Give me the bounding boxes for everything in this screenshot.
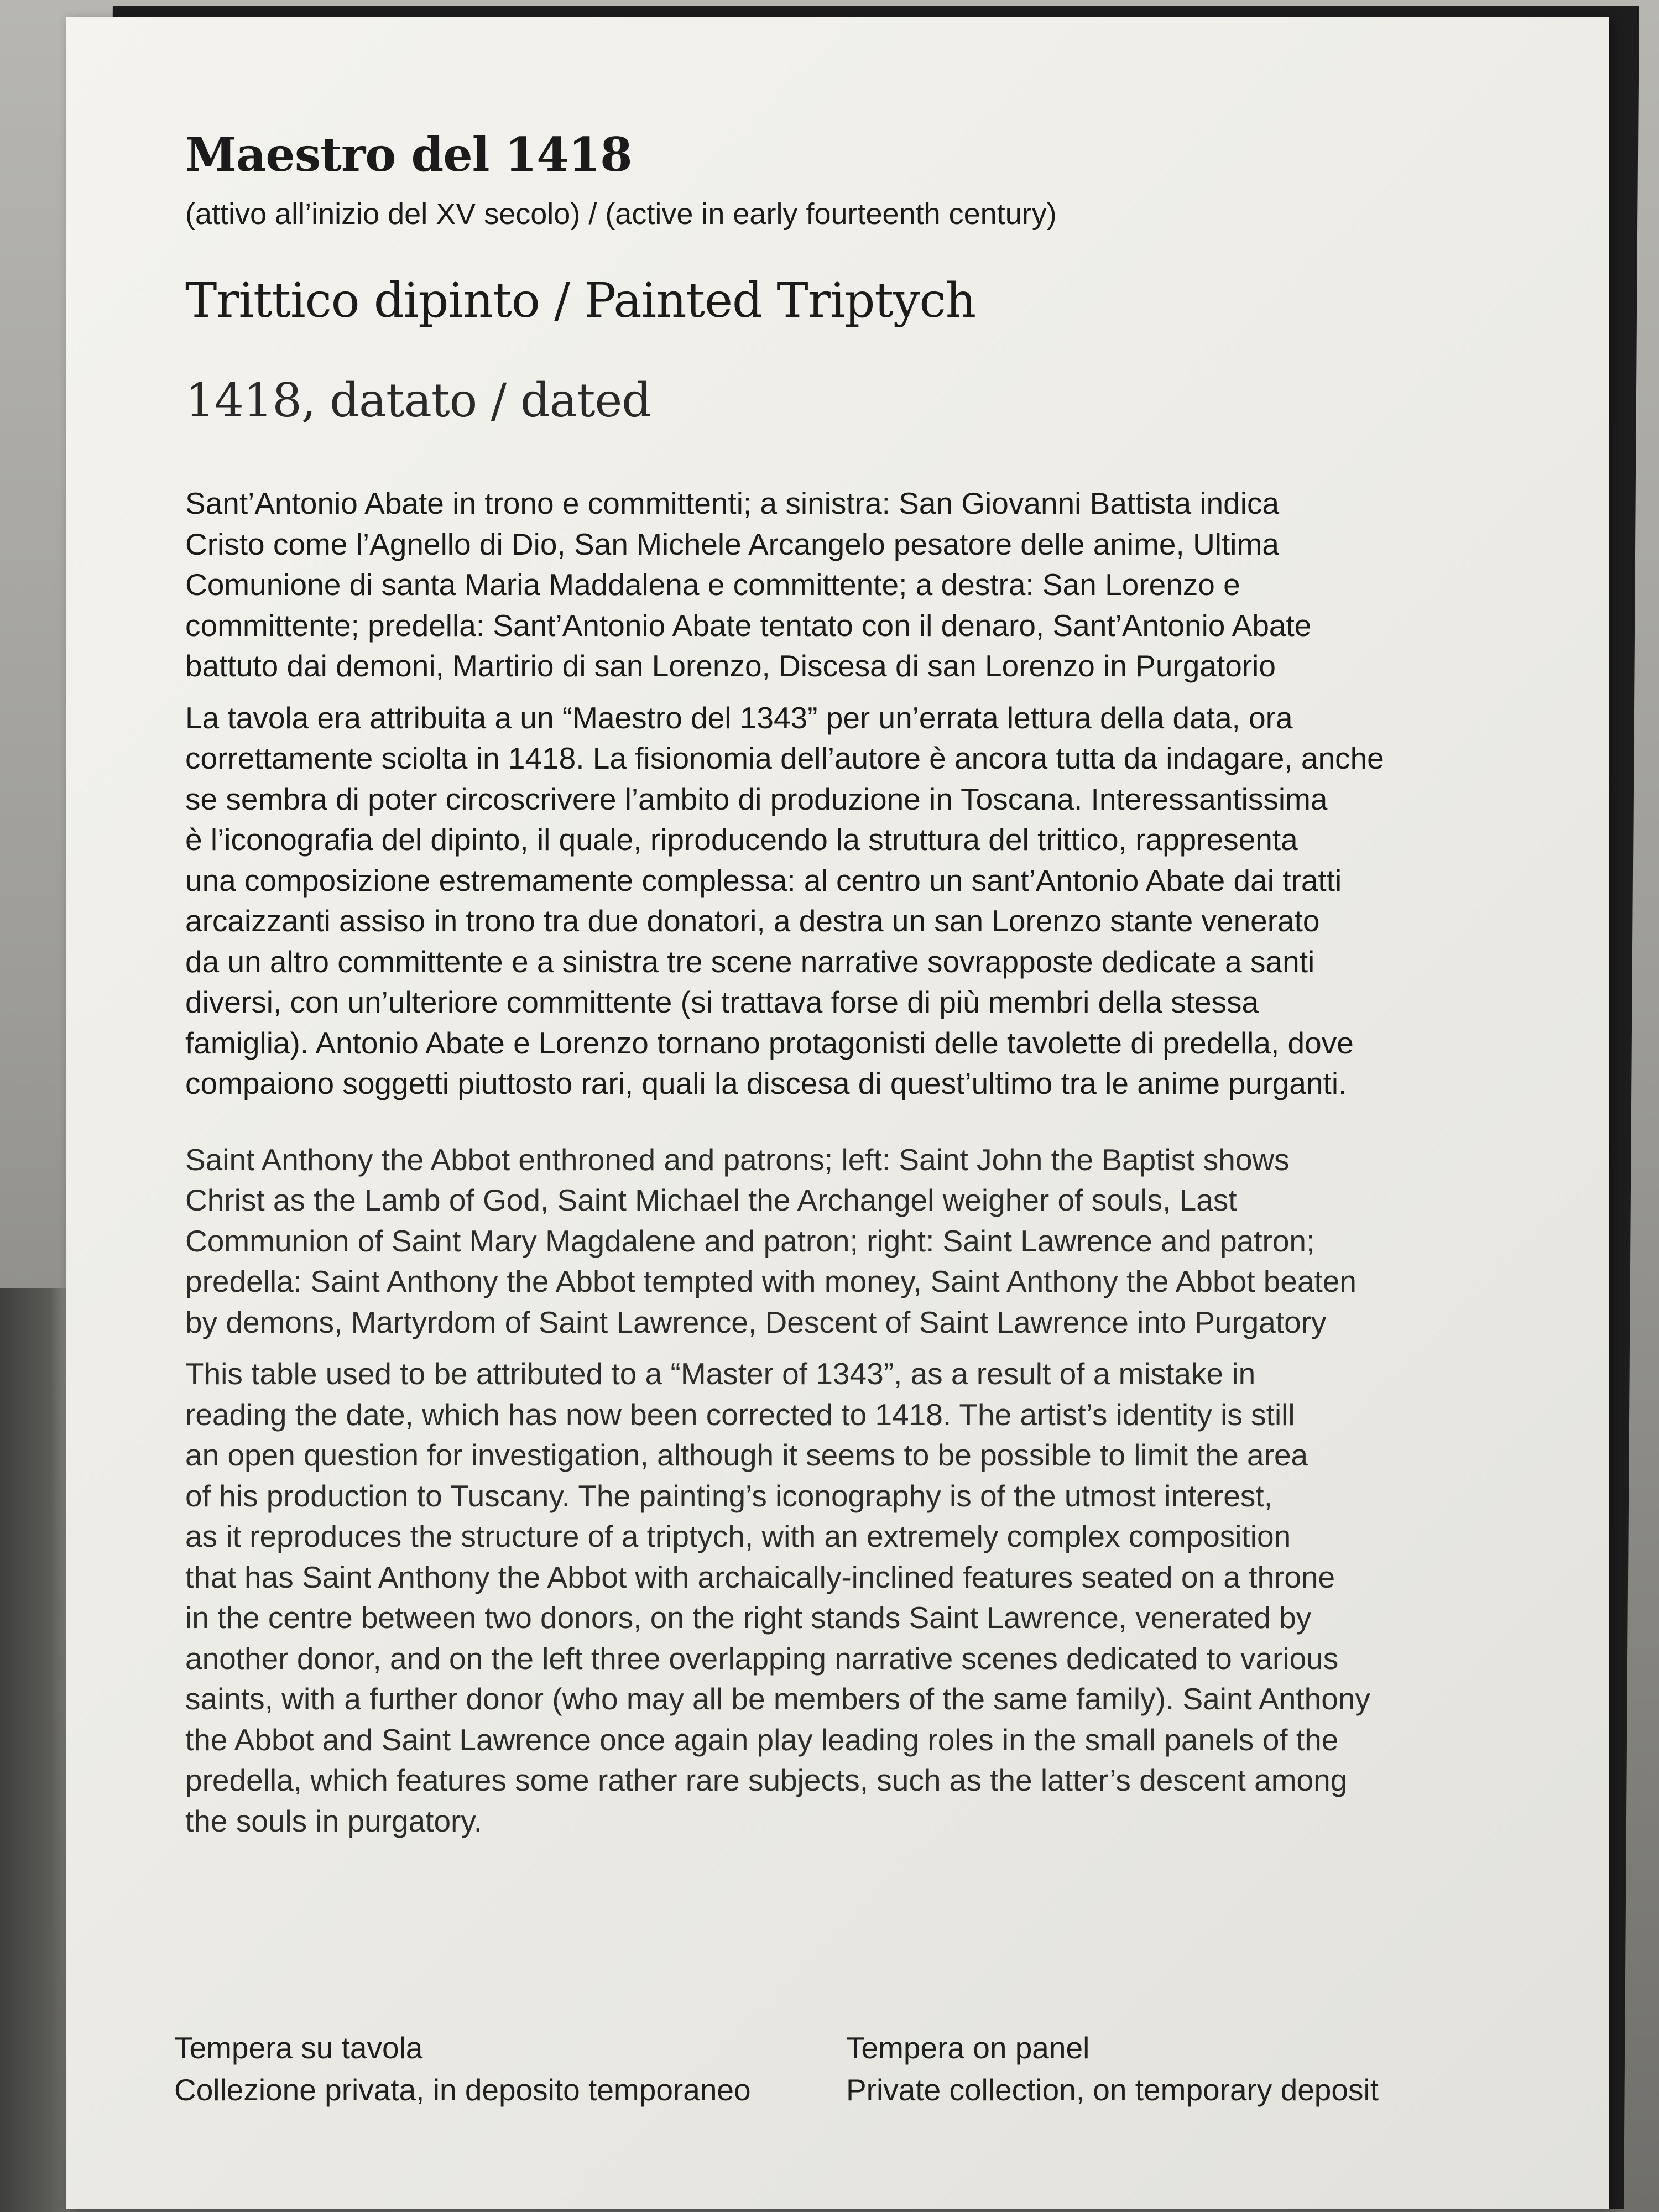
wall-shadow [0,1288,72,2212]
italian-subject-paragraph [185,483,1568,687]
text-line: reading the date, which has now been corrected to 1418. The artist’s identity is still [185,1397,1295,1432]
artist-name: Maestro del 1418 [185,127,632,182]
text-line: Comunione di santa Maria Maddalena e committente; a destra: San Lorenzo e [185,567,1240,602]
text-line: Saint Anthony the Abbot enthroned and patrons; left: Saint John the Baptist shows [185,1142,1290,1177]
text-line: in the centre between two donors, on the right stands Saint Lawrence, venerated by [185,1600,1312,1635]
text-line: correttamente sciolta in 1418. La fisionomia dell’autore è ancora tutta da indagare, anche [185,741,1384,775]
text-line: diversi, con un’ulteriore committente (si trattava forse di più membri della stessa [185,985,1259,1019]
text-line: se sembra di poter circoscrivere l’ambito di produzione in Toscana. Interessantissima [185,781,1328,816]
label-text-block [185,127,1568,1841]
artist-activity: (attivo all’inizio del XV secolo) / (active in early fourteenth century) [185,197,1057,231]
text-line: by demons, Martyrdom of Saint Lawrence, Descent of Saint Lawrence into Purgatory [185,1305,1327,1339]
text-line: compaiono soggetti piuttosto rari, quali la discesa di quest’ultimo tra le anime purganti. [185,1066,1347,1100]
italian-description-paragraph [185,698,1568,1104]
text-line: Cristo come l’Agnello di Dio, San Michele Arcangelo pesatore delle anime, Ultima [185,526,1279,561]
text-line: Sant’Antonio Abate in trono e committenti; a sinistra: San Giovanni Battista indica [185,486,1280,520]
credit-text: Collezione privata, in deposito temporaneo [174,2073,751,2107]
work-title: Trittico dipinto / Painted Triptych [185,273,976,328]
text-line: that has Saint Anthony the Abbot with archaically-inclined features seated on a throne [185,1559,1335,1594]
text-line: predella, which features some rather rare subjects, such as the latter’s descent among [185,1763,1348,1797]
text-line: the souls in purgatory. [185,1803,483,1838]
text-line: another donor, and on the left three overlapping narrative scenes dedicated to various [185,1641,1339,1676]
text-line: an open question for investigation, although it seems to be possible to limit the area [185,1438,1308,1472]
work-date: 1418, datato / dated [185,373,651,427]
text-line: the Abbot and Saint Lawrence once again play leading roles in the small panels of the [185,1722,1339,1757]
museum-label-card [66,17,1609,2209]
italian-medium-credit [174,2027,751,2111]
text-line: Christ as the Lamb of God, Saint Michael the Archangel weigher of souls, Last [185,1183,1237,1217]
english-subject-paragraph [185,1140,1568,1343]
text-line: saints, with a further donor (who may all be members of the same family). Saint Anthony [185,1682,1370,1716]
text-line: battuto dai demoni, Martirio di san Lorenzo, Discesa di san Lorenzo in Purgatorio [185,649,1276,683]
medium-text: Tempera on panel [846,2031,1090,2065]
credit-text: Private collection, on temporary deposit [846,2073,1379,2107]
text-line: as it reproduces the structure of a triptych, with an extremely complex composition [185,1519,1291,1553]
text-line: La tavola era attribuita a un “Maestro del 1343” per un’errata lettura della data, ora [185,700,1293,735]
text-line: Communion of Saint Mary Magdalene and patron; right: Saint Lawrence and patron; [185,1223,1315,1258]
text-line: committente; predella: Sant’Antonio Abate tentato con il denaro, Sant’Antonio Abate [185,608,1312,643]
text-line: è l’iconografia del dipinto, il quale, riproducendo la struttura del trittico, rappresenta [185,822,1298,857]
english-description-paragraph [185,1354,1568,1841]
text-line: arcaizzanti assiso in trono tra due donatori, a destra un san Lorenzo stante venerato [185,904,1320,938]
text-line: una composizione estremamente complessa: al centro un sant’Antonio Abate dai tratti [185,863,1342,898]
text-line: of his production to Tuscany. The painting’s iconography is of the utmost interest, [185,1478,1272,1513]
text-line: predella: Saint Anthony the Abbot tempted with money, Saint Anthony the Abbot beaten [185,1264,1357,1298]
text-line: This table used to be attributed to a “Master of 1343”, as a result of a mistake in [185,1357,1256,1391]
text-line: famiglia). Antonio Abate e Lorenzo tornano protagonisti delle tavolette di predella, dove [185,1025,1354,1060]
text-line: da un altro committente e a sinistra tre scene narrative sovrapposte dedicate a santi [185,944,1315,979]
english-medium-credit [846,2027,1379,2111]
medium-text: Tempera su tavola [174,2031,423,2065]
